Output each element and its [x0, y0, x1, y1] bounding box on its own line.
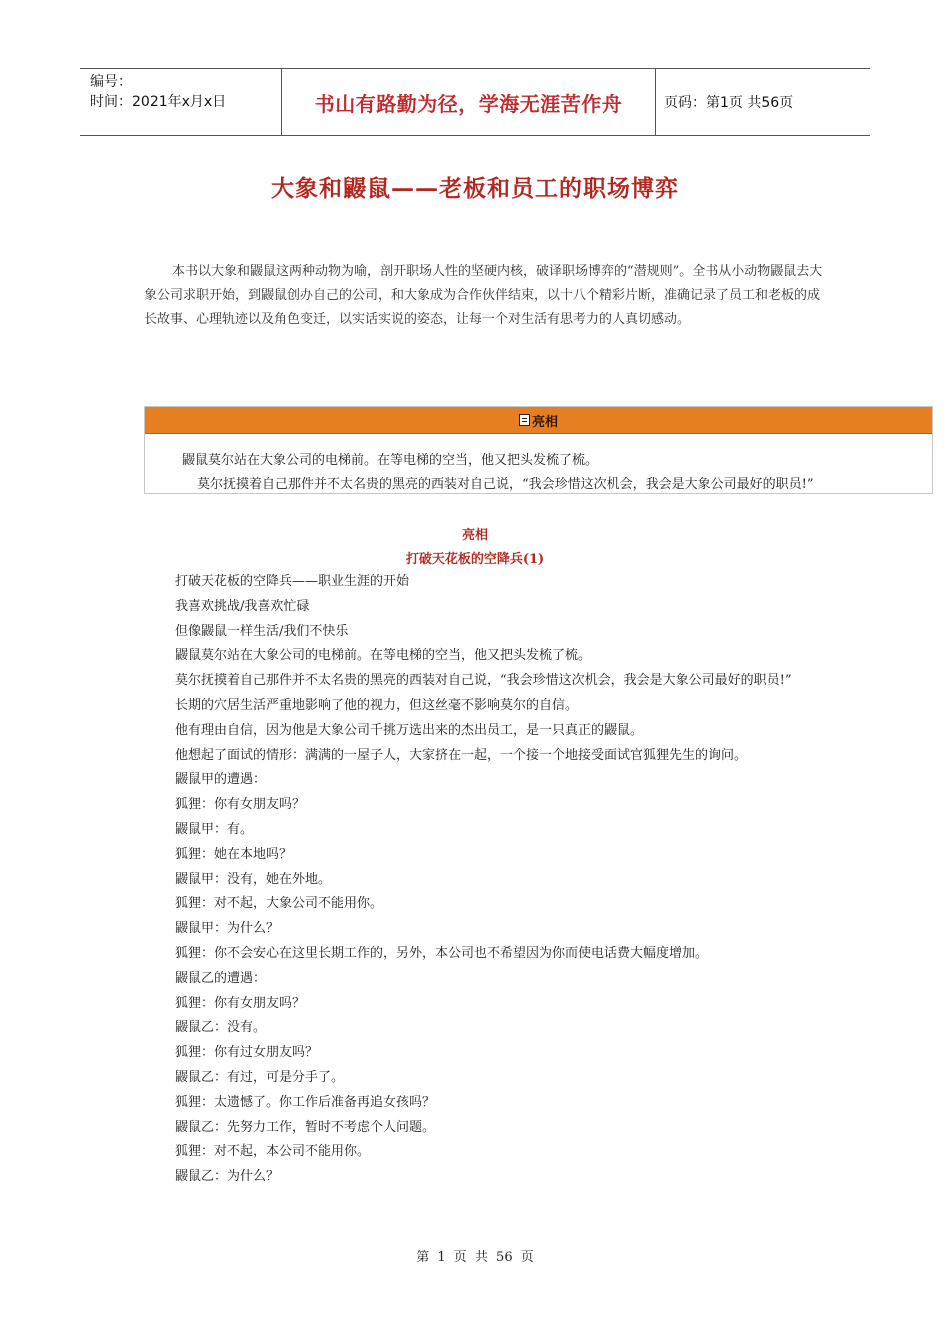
paragraph: 他有理由自信，因为他是大象公司千挑万选出来的杰出员工，是一只真正的鼹鼠。	[175, 722, 644, 738]
paragraph: 鼹鼠莫尔站在大象公司的电梯前。在等电梯的空当，他又把头发梳了梳。	[175, 648, 592, 664]
paragraph: 鼹鼠乙：先努力工作，暂时不考虑个人问题。	[175, 1119, 436, 1135]
document-date: 时间：2021年x月x日	[90, 94, 227, 110]
paragraph: 打破天花板的空降兵——职业生涯的开始	[175, 574, 410, 589]
header-motto: 书山有路勤为径，学海无涯苦作舟	[282, 69, 656, 135]
paragraph: 狐狸：太遗憾了。你工作后准备再追女孩吗？	[175, 1094, 436, 1110]
page-footer: 第 1 页 共 56 页	[416, 1250, 534, 1265]
header-table	[80, 68, 870, 136]
paragraph: 鼹鼠甲的遭遇：	[175, 772, 267, 788]
document-title: 大象和鼹鼠——老板和员工的职场博弈	[271, 175, 679, 202]
summary-line: 鼹鼠莫尔站在大象公司的电梯前。在等电梯的空当，他又把头发梳了梳。	[182, 453, 599, 468]
paragraph: 鼹鼠甲：为什么？	[175, 921, 280, 937]
section-subtitle: 打破天花板的空降兵(1)	[405, 552, 545, 567]
body-text	[144, 570, 824, 1190]
paragraph: 狐狸：你有女朋友吗？	[175, 797, 306, 813]
header-page-info: 页码：第1页 共56页	[664, 95, 794, 111]
paragraph: 鼹鼠甲：有。	[175, 821, 254, 837]
summary-line: 莫尔抚摸着自己那件并不太名贵的黑亮的西装对自己说，“我会珍惜这次机会，我会是大象公司最好的职员!”	[197, 477, 814, 492]
intro-paragraph: 本书以大象和鼹鼠这两种动物为喻，剖开职场人性的坚硬内核，破译职场博弈的“潜规则”。全书从小动物鼹鼠去大象公司求职开始，到鼹鼠创办自己的公司，和大象成为合作伙伴结束，以十八个精彩片断，准确记录了员工和老板的成长故事、心理轨迹以及角色变迁，以实话实说的姿态，让每一个对生活有思考力的人真切感动。	[144, 264, 823, 327]
paragraph: 但像鼹鼠一样生活/我们不快乐	[175, 623, 349, 639]
summary-box-heading-text: 亮相	[531, 414, 558, 430]
paragraph: 狐狸：对不起，大象公司不能用你。	[175, 896, 384, 912]
paragraph: 狐狸：你有女朋友吗？	[175, 995, 306, 1011]
paragraph: 莫尔抚摸着自己那件并不太名贵的黑亮的西装对自己说，“我会珍惜这次机会，我会是大象公司最好的职员!”	[175, 673, 792, 689]
document-icon	[519, 414, 530, 426]
summary-box	[144, 406, 933, 494]
header-meta-cell	[80, 69, 282, 135]
paragraph: 狐狸：你有过女朋友吗？	[175, 1045, 319, 1061]
paragraph: 狐狸：对不起，本公司不能用你。	[175, 1144, 371, 1160]
paragraph: 鼹鼠乙的遭遇：	[175, 970, 267, 986]
paragraph: 他想起了面试的情形：满满的一屋子人，大家挤在一起，一个接一个地接受面试官狐狸先生的询问。	[175, 747, 748, 763]
paragraph: 长期的穴居生活严重地影响了他的视力，但这丝毫不影响莫尔的自信。	[175, 697, 579, 713]
paragraph: 我喜欢挑战/我喜欢忙碌	[175, 598, 310, 614]
paragraph: 狐狸：她在本地吗？	[175, 846, 293, 862]
paragraph: 鼹鼠乙：有过，可是分手了。	[175, 1069, 345, 1085]
paragraph: 鼹鼠乙：没有。	[175, 1020, 267, 1036]
summary-box-heading	[145, 407, 932, 434]
section-title: 亮相	[461, 528, 488, 543]
document-number-label: 编号：	[90, 74, 132, 90]
paragraph: 鼹鼠乙：为什么？	[175, 1169, 280, 1185]
paragraph: 狐狸：你不会安心在这里长期工作的，另外，本公司也不希望因为你而使电话费大幅度增加。	[175, 945, 709, 961]
paragraph: 鼹鼠甲：没有，她在外地。	[175, 871, 332, 887]
summary-box-body	[145, 434, 932, 497]
